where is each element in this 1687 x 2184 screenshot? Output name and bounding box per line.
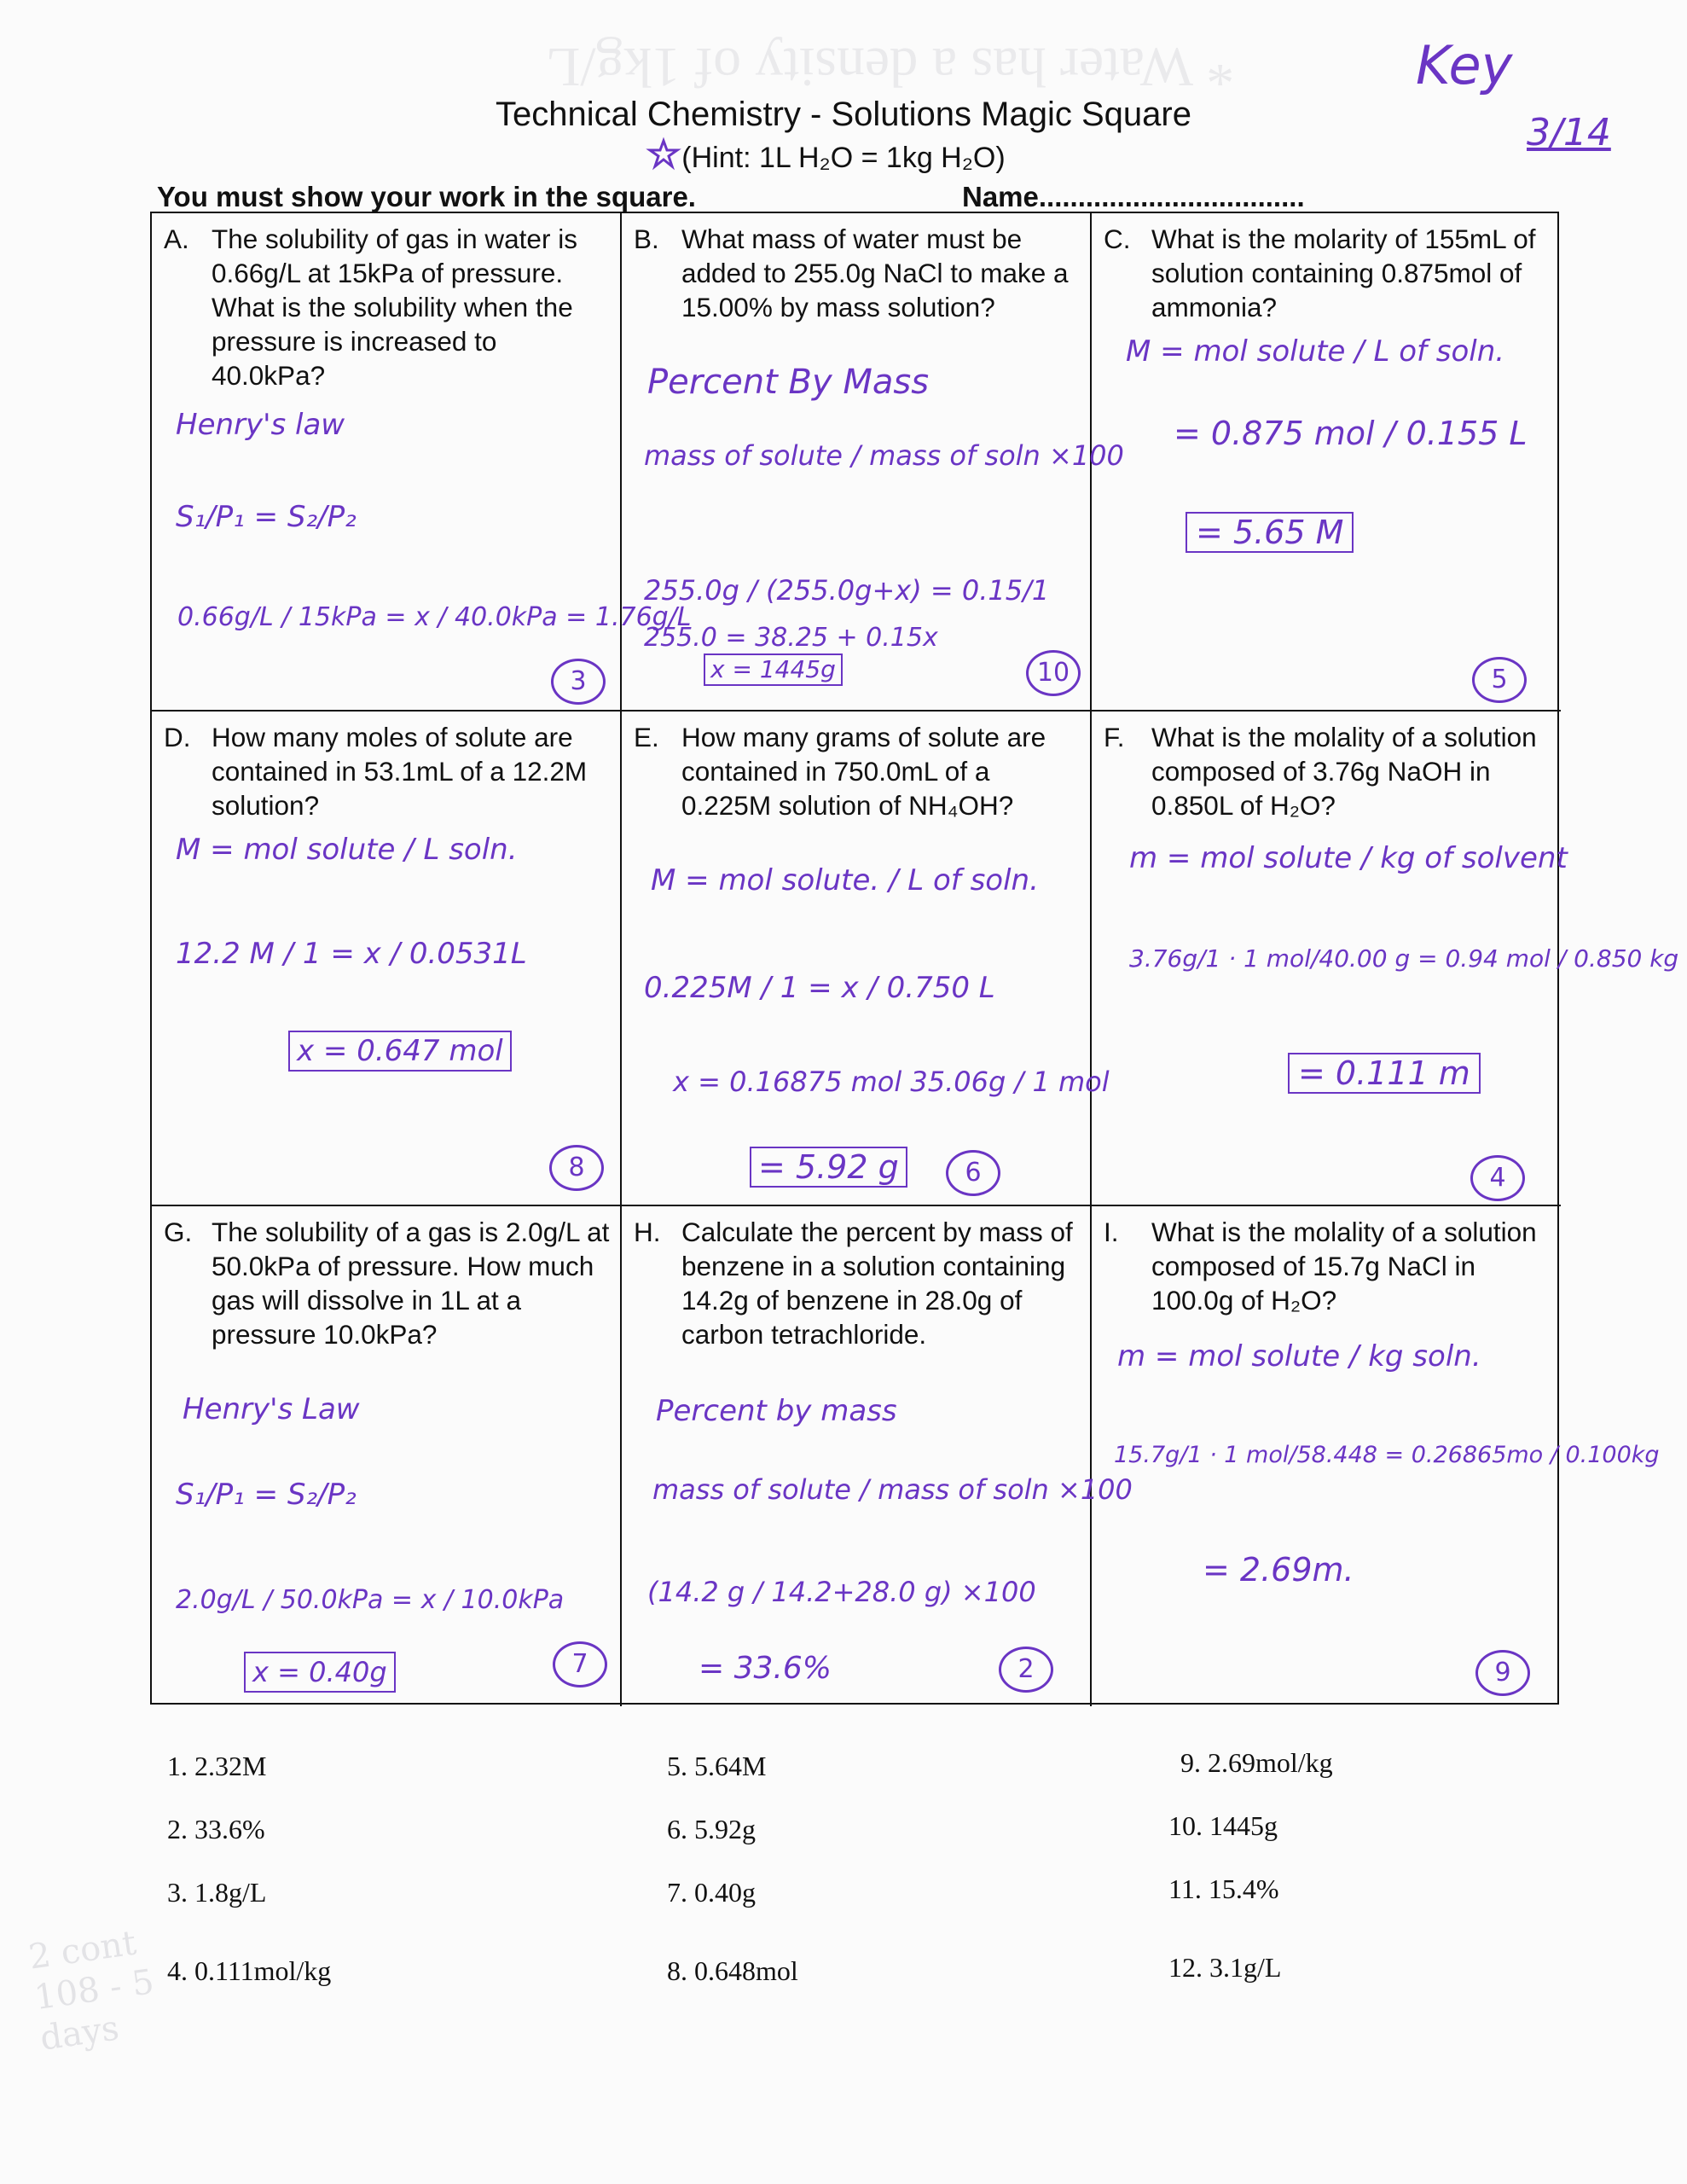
answer-option: 3. 1.8g/L	[167, 1877, 267, 1908]
square-a	[152, 213, 692, 712]
question-text: What mass of water must be added to 255.0g NaCl to make a 15.00% by mass solution?	[681, 224, 1069, 322]
answer-number-badge: 2	[999, 1647, 1053, 1693]
answer-number-badge: 9	[1475, 1650, 1530, 1696]
square-c	[1092, 213, 1561, 712]
square-f	[1092, 712, 1679, 1206]
work-line: mass of solute / mass of soln ×100	[652, 1473, 1133, 1506]
work-line: M = mol solute / L soln.	[176, 833, 518, 867]
question-text: The solubility of a gas is 2.0g/L at 50.0kPa of pressure. How much gas will dissolve in 1L at a pressure 10.0kPa?	[212, 1217, 610, 1350]
square-e	[622, 712, 1110, 1206]
boxed-answer: x = 0.40g	[244, 1652, 396, 1693]
question-text: How many grams of solute are contained in 750.0mL of a 0.225M solution of NH₄OH?	[681, 722, 1046, 821]
page-title: Technical Chemistry - Solutions Magic Square	[496, 96, 1191, 133]
answer-number-badge: 3	[551, 659, 606, 705]
work-line: 0.225M / 1 = x / 0.750 L	[644, 971, 995, 1005]
square-letter: A.	[164, 224, 189, 254]
answer-key-label: Key	[1416, 34, 1513, 96]
instruction-text: You must show your work in the square.	[157, 181, 696, 212]
work-line: (14.2 g / 14.2+28.0 g) ×100	[647, 1576, 1036, 1608]
work-line: Henry's Law	[183, 1392, 360, 1426]
work-line: = 2.69m.	[1203, 1551, 1354, 1589]
question-text: What is the molality of a solution composed of 15.7g NaCl in 100.0g of H₂O?	[1151, 1217, 1537, 1316]
square-h	[622, 1206, 1133, 1706]
pencil-margin-note: 2 cont 108 - 5 days	[26, 1923, 157, 2059]
answer-option: 6. 5.92g	[667, 1814, 756, 1844]
work-line: m = mol solute / kg of solvent	[1129, 841, 1568, 875]
work-line: m = mol solute / kg soln.	[1117, 1339, 1481, 1374]
square-letter: C.	[1104, 224, 1131, 254]
bleed-through-text: * Water has a density of 1kg/L	[546, 36, 1235, 98]
work-line: = 0.875 mol / 0.155 L	[1174, 415, 1528, 452]
work-line: x = 0.16875 mol 35.06g / 1 mol	[673, 1066, 1110, 1098]
boxed-answer: = 5.92 g	[750, 1147, 907, 1188]
boxed-answer: x = 0.647 mol	[288, 1031, 512, 1072]
answer-option: 1. 2.32M	[167, 1751, 267, 1781]
question-text: What is the molality of a solution composed of 3.76g NaOH in 0.850L of H₂O?	[1151, 722, 1537, 821]
work-line: mass of solute / mass of soln ×100	[644, 439, 1124, 472]
answer-number-badge: 5	[1472, 657, 1527, 703]
question-text: The solubility of gas in water is 0.66g/L at 15kPa of pressure. What is the solubility when the pressure is increased to 40.0kPa?	[212, 224, 577, 391]
boxed-answer: = 0.111 m	[1288, 1053, 1481, 1094]
work-line: Percent By Mass	[647, 363, 930, 402]
answer-option: 11. 15.4%	[1168, 1873, 1279, 1904]
question-text: What is the molarity of 155mL of solution containing 0.875mol of ammonia?	[1151, 224, 1536, 322]
answer-option: 5. 5.64M	[667, 1751, 767, 1781]
boxed-answer: = 5.65 M	[1186, 512, 1354, 553]
square-g	[152, 1206, 622, 1706]
square-letter: G.	[164, 1217, 193, 1247]
answer-option: 8. 0.648mol	[667, 1955, 798, 1986]
question-text: Calculate the percent by mass of benzene in a solution containing 14.2g of benzene in 28.0g of carbon tetrachloride.	[681, 1217, 1073, 1350]
answer-number-badge: 7	[553, 1641, 607, 1687]
square-b	[622, 213, 1124, 712]
work-line: M = mol solute. / L of soln.	[651, 863, 1039, 897]
work-line: 15.7g/1 · 1 mol/58.448 = 0.26865mo / 0.100kg	[1114, 1442, 1660, 1468]
square-letter: I.	[1104, 1217, 1119, 1247]
work-line: 12.2 M / 1 = x / 0.0531L	[176, 937, 527, 971]
work-line: Percent by mass	[656, 1394, 897, 1428]
hint-text: (Hint: 1L H₂O = 1kg H₂O)	[681, 142, 1006, 174]
answer-option: 2. 33.6%	[167, 1814, 265, 1844]
work-line: 3.76g/1 · 1 mol/40.00 g = 0.94 mol / 0.850 kg	[1129, 944, 1679, 973]
magic-square-grid	[150, 212, 1679, 1705]
square-letter: F.	[1104, 722, 1125, 752]
square-letter: E.	[634, 722, 659, 752]
work-line: Henry's law	[176, 408, 345, 442]
answer-option: 4. 0.111mol/kg	[167, 1955, 332, 1986]
work-line: 2.0g/L / 50.0kPa = x / 10.0kPa	[176, 1585, 565, 1615]
square-letter: D.	[164, 722, 191, 752]
square-d	[152, 712, 622, 1206]
work-line: 255.0g / (255.0g+x) = 0.15/1	[644, 574, 1050, 607]
question-text: How many moles of solute are contained in 53.1mL of a 12.2M solution?	[212, 722, 588, 821]
work-line: S₁/P₁ = S₂/P₂	[176, 1478, 357, 1512]
work-line: S₁/P₁ = S₂/P₂	[176, 500, 357, 534]
boxed-answer: x = 1445g	[704, 653, 843, 686]
answer-option: 10. 1445g	[1168, 1810, 1278, 1841]
answer-option: 12. 3.1g/L	[1168, 1952, 1282, 1983]
work-line: M = mol solute / L of soln.	[1126, 334, 1505, 369]
name-field[interactable]: Name..................................	[962, 181, 1305, 212]
work-line: 0.66g/L / 15kPa = x / 40.0kPa = 1.76g/L	[177, 602, 692, 632]
square-letter: H.	[634, 1217, 661, 1247]
answer-number-badge: 8	[549, 1145, 604, 1191]
answer-option: 7. 0.40g	[667, 1877, 756, 1908]
answer-option: 9. 2.69mol/kg	[1180, 1747, 1333, 1778]
answer-number-badge: 6	[946, 1150, 1000, 1196]
answer-number-badge: 10	[1026, 650, 1081, 696]
work-line: = 33.6%	[699, 1651, 832, 1686]
answer-number-badge: 4	[1470, 1155, 1525, 1201]
square-letter: B.	[634, 224, 659, 254]
square-i	[1092, 1206, 1660, 1706]
date-note: 3/14	[1527, 111, 1611, 154]
work-line: 255.0 = 38.25 + 0.15x	[644, 623, 938, 653]
